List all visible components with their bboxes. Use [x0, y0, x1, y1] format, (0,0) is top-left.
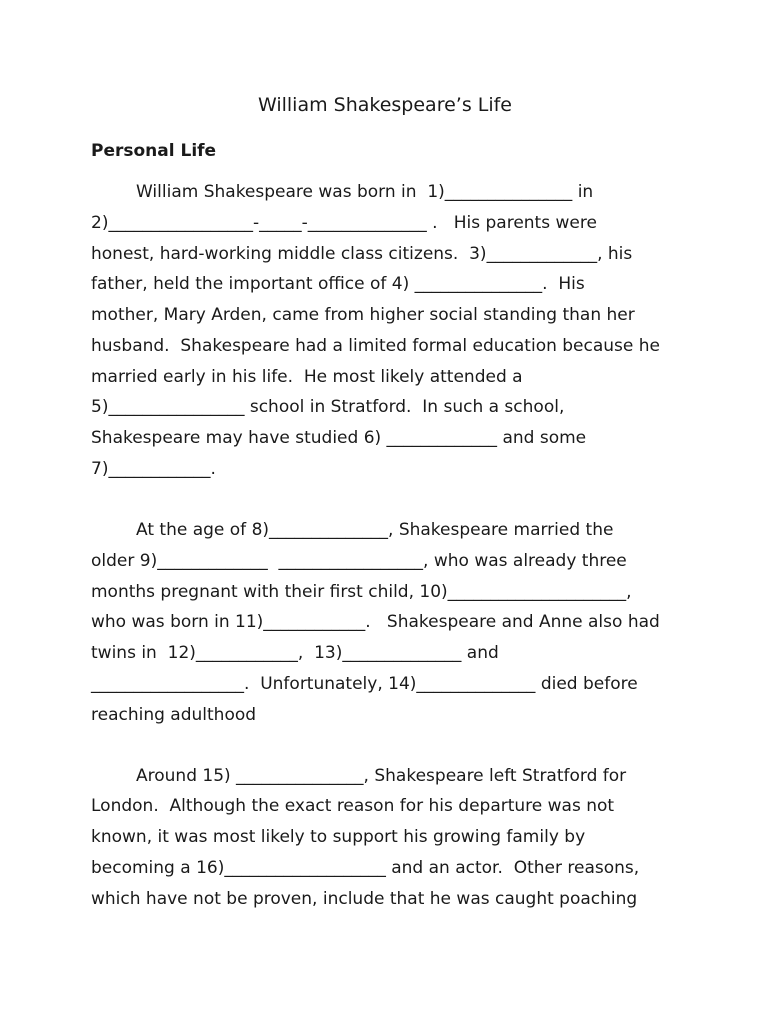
paragraph3-line-5: which have not be proven, include that he was caught poaching — [91, 889, 638, 909]
paragraph2-line-4: who was born in 11)____________. Shakespeare and Anne also had — [91, 612, 660, 632]
paragraph1-line-8: 5)________________ school in Stratford. In such a school, — [91, 397, 565, 417]
paragraph2-line-2: older 9)_____________ _________________, who was already three — [91, 551, 627, 571]
paragraph2-line-1: At the age of 8)______________, Shakespeare married the — [136, 520, 614, 540]
paragraph1-line-3: honest, hard-working middle class citizens. 3)_____________, his — [91, 244, 633, 264]
paragraph2-line-6: __________________. Unfortunately, 14)______________ died before — [91, 674, 638, 694]
paragraph3-line-3: known, it was most likely to support his growing family by — [91, 827, 586, 847]
paragraph1-line-7: married early in his life. He most likely attended a — [91, 367, 523, 387]
paragraph1-line-6: husband. Shakespeare had a limited formal education because he — [91, 336, 661, 356]
paragraph2-line-7: reaching adulthood — [91, 705, 257, 725]
paragraph1-line-1: William Shakespeare was born in 1)_______________ in — [136, 182, 594, 202]
paragraph2-line-3: months pregnant with their first child, 10)_____________________, — [91, 582, 632, 602]
paragraph1-line-10: 7)____________. — [91, 459, 216, 479]
paragraph1-line-9: Shakespeare may have studied 6) _____________ and some — [91, 428, 587, 448]
page-title: William Shakespeare’s Life — [257, 94, 513, 116]
paragraph2-line-5: twins in 12)____________, 13)______________ and — [91, 643, 499, 663]
paragraph1-line-2: 2)_________________-_____-______________ . His parents were — [91, 213, 597, 233]
paragraph1-line-4: father, held the important office of 4) _______________. His — [91, 274, 585, 294]
paragraph3-line-2: London. Although the exact reason for his departure was not — [91, 796, 615, 816]
paragraph3-line-4: becoming a 16)___________________ and an actor. Other reasons, — [91, 858, 640, 878]
paragraph3-line-1: Around 15) _______________, Shakespeare left Stratford for — [136, 766, 627, 786]
section-heading-personal-life: Personal Life — [91, 141, 217, 161]
paragraph1-line-5: mother, Mary Arden, came from higher social standing than her — [91, 305, 635, 325]
